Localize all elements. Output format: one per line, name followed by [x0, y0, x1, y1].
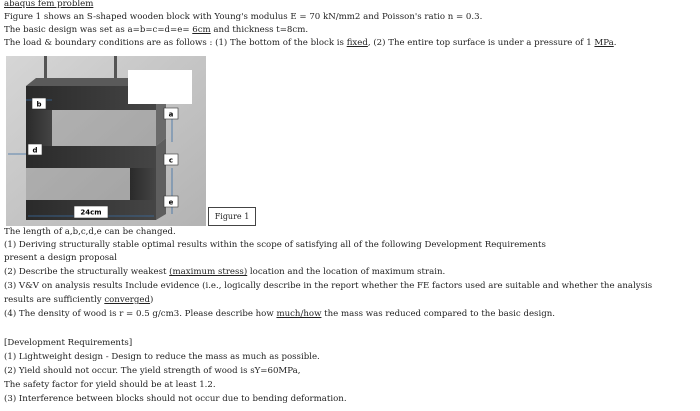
intro-line-2: The basic design was set as a=b=c=d=e= 6cm and thickness t=8cm. [4, 25, 309, 35]
label-c: c [168, 156, 174, 165]
body-line-6: results are sufficiently converged) [4, 295, 154, 305]
body-line-7: (4) The density of wood is r = 0.5 g/cm3. Please describe how much/how the mass was reduced compared to the basic design. [4, 309, 555, 319]
intro-line-1: Figure 1 shows an S-shaped wooden block with Young's modulus E = 70 kN/mm2 and Poisson's ratio n = 0.3. [4, 12, 483, 22]
body-line-3: present a design proposal [4, 253, 118, 263]
requirement-2-safety: The safety factor for yield should be at least 1.2. [4, 380, 216, 390]
label-e: e [168, 198, 174, 207]
problem-title: abaqus fem problem [4, 0, 94, 9]
requirement-2: (2) Yield should not occur. The yield strength of wood is sY=60MPa, [4, 366, 301, 376]
body-line-4: (2) Describe the structurally weakest (maximum stress) location and the location of maximum strain. [4, 267, 446, 277]
body-line-2: (1) Deriving structurally stable optimal results within the scope of satisfying all of the following Development Requirements [4, 240, 546, 250]
figure-caption: Figure 1 [208, 207, 256, 226]
body-line-5: (3) V&V on analysis results Include evidence (i.e., logically describe in the report whether the FE factors used are suitable and whether the analysis [4, 281, 653, 291]
requirement-1: (1) Lightweight design - Design to reduce the mass as much as possible. [4, 352, 320, 362]
label-width: 24cm [80, 208, 102, 217]
requirement-3: (3) Interference between blocks should not occur due to bending deformation. [4, 394, 347, 404]
requirements-heading: [Development Requirements] [4, 338, 133, 348]
label-b: b [36, 100, 42, 109]
intro-line-3: The load & boundary conditions are as follows : (1) The bottom of the block is fixed, (2) The entire top surface is under a pressure of 1 MPa. [4, 38, 617, 48]
body-line-1: The length of a,b,c,d,e can be changed. [4, 227, 176, 237]
figure-blank-area [128, 70, 192, 104]
label-a: a [168, 110, 174, 119]
label-d: d [32, 146, 38, 155]
